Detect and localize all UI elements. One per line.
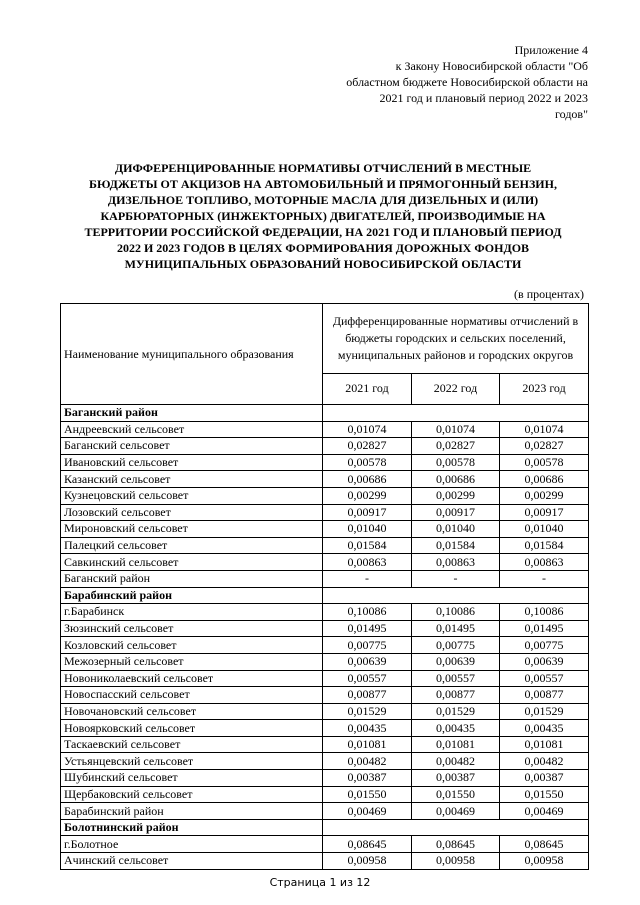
municipality-name: Савкинский сельсовет (61, 554, 323, 571)
title-line: КАРБЮРАТОРНЫХ (ИНЖЕКТОРНЫХ) ДВИГАТЕЛЕЙ, ПРОИЗВОДИМЫЕ НА (100, 209, 546, 223)
norm-value: 0,01495 (500, 620, 589, 637)
norm-value: 0,01495 (323, 620, 412, 637)
district-row (61, 405, 589, 422)
norm-value: 0,00639 (500, 653, 589, 670)
norm-value: 0,00578 (323, 454, 412, 471)
norm-value: 0,01584 (323, 537, 412, 554)
norm-value: 0,00557 (500, 670, 589, 687)
norm-value: 0,10086 (500, 604, 589, 621)
norm-value: 0,01081 (412, 736, 500, 753)
table-row (61, 421, 589, 438)
norm-value: 0,00469 (412, 803, 500, 820)
norm-value: 0,00578 (500, 454, 589, 471)
municipality-name: Таскаевский сельсовет (61, 736, 323, 753)
municipality-name: Новочановский сельсовет (61, 703, 323, 720)
norm-value: 0,00469 (500, 803, 589, 820)
norm-value: 0,01081 (323, 736, 412, 753)
norm-value: 0,00482 (323, 753, 412, 770)
norm-value: 0,00863 (500, 554, 589, 571)
norm-value: 0,00387 (412, 770, 500, 787)
title-line: ТЕРРИТОРИИ РОССИЙСКОЙ ФЕДЕРАЦИИ, НА 2021 ГОД И ПЛАНОВЫЙ ПЕРИОД (84, 225, 562, 239)
table-row (61, 836, 589, 853)
norm-value: 0,00958 (323, 853, 412, 870)
norm-value: 0,00435 (412, 720, 500, 737)
norm-value: 0,00958 (500, 853, 589, 870)
norm-value: 0,01495 (412, 620, 500, 637)
municipality-name: Новоярковский сельсовет (61, 720, 323, 737)
municipality-name: Казанский сельсовет (61, 471, 323, 488)
header-year: 2023 год (500, 373, 589, 404)
norm-value: 0,02827 (412, 438, 500, 455)
table-row (61, 471, 589, 488)
norm-value: 0,10086 (412, 604, 500, 621)
header-municipality-name: Наименование муниципального образования (61, 304, 323, 405)
district-name: Барабинский район (61, 587, 323, 604)
document-title (58, 160, 588, 272)
municipality-name: Ивановский сельсовет (61, 454, 323, 471)
norms-table (60, 303, 589, 870)
municipality-name: г.Болотное (61, 836, 323, 853)
norm-value: 0,00775 (500, 637, 589, 654)
norm-value: 0,00775 (412, 637, 500, 654)
norm-value: - (500, 570, 589, 587)
norm-value: 0,01550 (412, 786, 500, 803)
norm-value: 0,00958 (412, 853, 500, 870)
appendix-line: 2021 год и плановый период 2022 и 2023 (379, 91, 588, 105)
municipality-name: Баганский район (61, 570, 323, 587)
municipality-name: Щербаковский сельсовет (61, 786, 323, 803)
table-row (61, 736, 589, 753)
municipality-name: Кузнецовский сельсовет (61, 487, 323, 504)
table-row (61, 438, 589, 455)
table-row (61, 703, 589, 720)
municipality-name: Новоспасский сельсовет (61, 687, 323, 704)
title-line: БЮДЖЕТЫ ОТ АКЦИЗОВ НА АВТОМОБИЛЬНЫЙ И ПРЯМОГОННЫЙ БЕНЗИН, (89, 177, 557, 191)
table-row (61, 786, 589, 803)
norm-value: 0,01584 (412, 537, 500, 554)
table-row (61, 487, 589, 504)
table-row (61, 653, 589, 670)
norm-value: 0,00435 (323, 720, 412, 737)
norm-value: 0,00639 (412, 653, 500, 670)
appendix-line: Приложение 4 (514, 43, 588, 57)
table-row (61, 853, 589, 870)
norm-value: 0,00557 (412, 670, 500, 687)
norm-value: 0,00917 (500, 504, 589, 521)
district-spacer (323, 405, 589, 422)
norm-value: 0,00863 (412, 554, 500, 571)
norm-value: 0,00387 (500, 770, 589, 787)
district-row (61, 819, 589, 836)
municipality-name: Мироновский сельсовет (61, 521, 323, 538)
norm-value: 0,01074 (500, 421, 589, 438)
appendix-note (288, 42, 588, 122)
norm-value: 0,00387 (323, 770, 412, 787)
municipality-name: Палецкий сельсовет (61, 537, 323, 554)
norm-value: 0,00686 (323, 471, 412, 488)
table-row (61, 604, 589, 621)
norm-value: 0,00299 (323, 487, 412, 504)
table-row (61, 687, 589, 704)
municipality-name: Устьянцевский сельсовет (61, 753, 323, 770)
norm-value: 0,00482 (412, 753, 500, 770)
table-row (61, 637, 589, 654)
norm-value: 0,00299 (412, 487, 500, 504)
appendix-line: к Закону Новосибирской области "Об (395, 59, 588, 73)
norm-value: 0,00557 (323, 670, 412, 687)
table-row (61, 670, 589, 687)
norm-value: 0,00435 (500, 720, 589, 737)
table-row (61, 504, 589, 521)
municipality-name: Барабинский район (61, 803, 323, 820)
norm-value: 0,01584 (500, 537, 589, 554)
title-line: МУНИЦИПАЛЬНЫХ ОБРАЗОВАНИЙ НОВОСИБИРСКОЙ ОБЛАСТИ (124, 257, 522, 271)
district-spacer (323, 819, 589, 836)
units-label: (в процентах) (514, 287, 584, 301)
norm-value: 0,00578 (412, 454, 500, 471)
norm-value: 0,00469 (323, 803, 412, 820)
title-line: 2022 И 2023 ГОДОВ В ЦЕЛЯХ ФОРМИРОВАНИЯ ДОРОЖНЫХ ФОНДОВ (116, 241, 530, 255)
norm-value: 0,08645 (500, 836, 589, 853)
norm-value: - (412, 570, 500, 587)
norm-value: 0,01040 (323, 521, 412, 538)
header-norms-group: Дифференцированные нормативы отчислений в бюджеты городских и сельских поселений, муниципальных районов и городских округов (323, 304, 589, 374)
appendix-line: годов" (555, 107, 588, 121)
municipality-name: Козловский сельсовет (61, 637, 323, 654)
norm-value: 0,01074 (323, 421, 412, 438)
norm-value: 0,01040 (412, 521, 500, 538)
page-footer: Страница 1 из 12 (269, 876, 371, 889)
table-row (61, 720, 589, 737)
header-year: 2022 год (412, 373, 500, 404)
municipality-name: Андреевский сельсовет (61, 421, 323, 438)
table-row (61, 753, 589, 770)
norm-value: 0,01074 (412, 421, 500, 438)
district-row (61, 587, 589, 604)
norm-value: 0,01529 (500, 703, 589, 720)
norm-value: 0,08645 (412, 836, 500, 853)
norm-value: 0,00917 (323, 504, 412, 521)
table-body (61, 405, 589, 870)
district-name: Баганский район (61, 405, 323, 422)
municipality-name: Баганский сельсовет (61, 438, 323, 455)
title-line: ДИЗЕЛЬНОЕ ТОПЛИВО, МОТОРНЫЕ МАСЛА ДЛЯ ДИЗЕЛЬНЫХ И (ИЛИ) (107, 193, 539, 207)
table-row (61, 803, 589, 820)
header-year: 2021 год (323, 373, 412, 404)
municipality-name: Лозовский сельсовет (61, 504, 323, 521)
norm-value: 0,01529 (412, 703, 500, 720)
district-name: Болотнинский район (61, 819, 323, 836)
norm-value: 0,00877 (500, 687, 589, 704)
norm-value: 0,00686 (500, 471, 589, 488)
appendix-line: областном бюджете Новосибирской области на (346, 75, 588, 89)
norm-value: 0,00863 (323, 554, 412, 571)
table-row (61, 521, 589, 538)
district-spacer (323, 587, 589, 604)
municipality-name: Межозерный сельсовет (61, 653, 323, 670)
norm-value: 0,01529 (323, 703, 412, 720)
table-row (61, 770, 589, 787)
norm-value: 0,00686 (412, 471, 500, 488)
norm-value: 0,08645 (323, 836, 412, 853)
table-row (61, 454, 589, 471)
norm-value: 0,00877 (412, 687, 500, 704)
norm-value: 0,00299 (500, 487, 589, 504)
norm-value: 0,00482 (500, 753, 589, 770)
norm-value: 0,10086 (323, 604, 412, 621)
norm-value: 0,00917 (412, 504, 500, 521)
norm-value: 0,01081 (500, 736, 589, 753)
norm-value: 0,01550 (323, 786, 412, 803)
title-line: ДИФФЕРЕНЦИРОВАННЫЕ НОРМАТИВЫ ОТЧИСЛЕНИЙ В МЕСТНЫЕ (114, 161, 532, 175)
municipality-name: Зюзинский сельсовет (61, 620, 323, 637)
table-row (61, 620, 589, 637)
norm-value: 0,02827 (500, 438, 589, 455)
norm-value: - (323, 570, 412, 587)
municipality-name: Новониколаевский сельсовет (61, 670, 323, 687)
municipality-name: Шубинский сельсовет (61, 770, 323, 787)
norm-value: 0,01040 (500, 521, 589, 538)
municipality-name: г.Барабинск (61, 604, 323, 621)
municipality-name: Ачинский сельсовет (61, 853, 323, 870)
norm-value: 0,00639 (323, 653, 412, 670)
table-row (61, 537, 589, 554)
norm-value: 0,01550 (500, 786, 589, 803)
table-row (61, 554, 589, 571)
norm-value: 0,00877 (323, 687, 412, 704)
norm-value: 0,00775 (323, 637, 412, 654)
table-row (61, 570, 589, 587)
norm-value: 0,02827 (323, 438, 412, 455)
